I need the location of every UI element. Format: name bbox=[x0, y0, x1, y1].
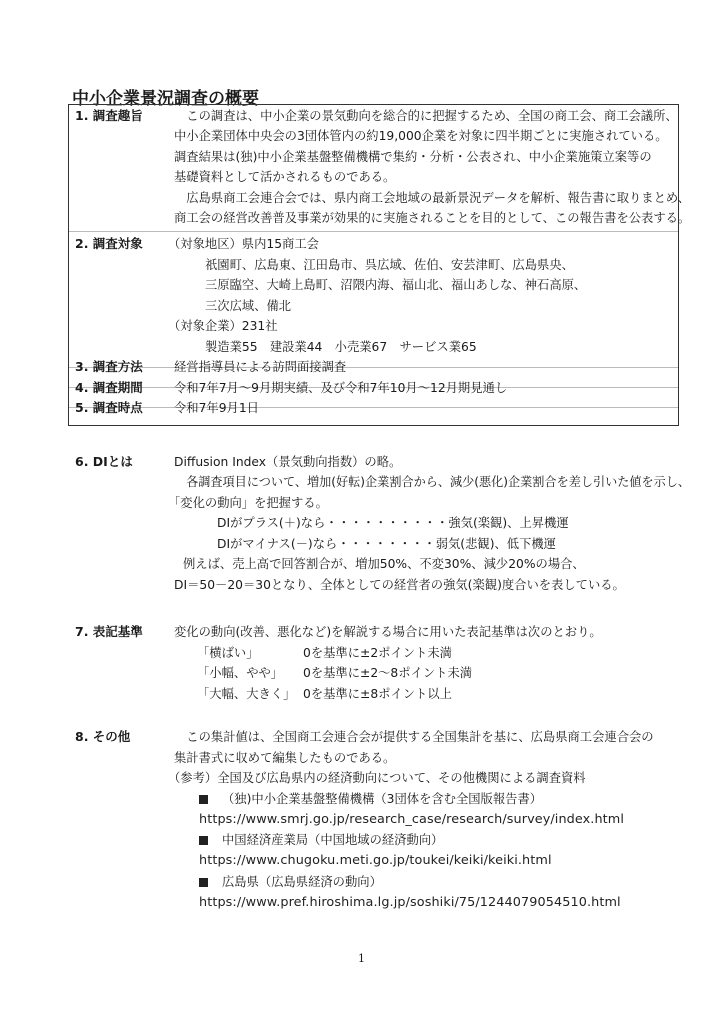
target-company-breakdown: 製造業55 建設業44 小売業67 サービス業65 bbox=[205, 340, 477, 354]
item-1-label: 1. 調査趣旨 bbox=[75, 108, 143, 123]
item-4-label: 4. 調査期間 bbox=[75, 380, 143, 395]
reference-name: （独)中小企業基盤整備機構（3団体を含む全国版報告書） bbox=[222, 792, 543, 806]
di-example-1: 例えば、売上高で回答割合が、増加50%、不変30%、減少20%の場合、 bbox=[183, 557, 585, 571]
item-3-label: 3. 調査方法 bbox=[75, 359, 143, 374]
notation-term: 「横ばい」 bbox=[197, 646, 259, 660]
page-number: 1 bbox=[358, 952, 365, 965]
target-area-line: 三次広域、備北 bbox=[205, 299, 292, 313]
item-1-line: 広島県商工会連合会では、県内商工会地域の最新景況データを解析、報告書に取りまとめ、 bbox=[174, 191, 690, 205]
reference-heading: （参考）全国及び広島県内の経済動向について、その他機関による調査資料 bbox=[168, 771, 586, 785]
notation-rule: 0を基準に±2～8ポイント未満 bbox=[303, 666, 473, 680]
notation-label: 7. 表記基準 bbox=[75, 624, 143, 639]
other-line: この集計値は、全国商工会連合会が提供する全国集計を基に、広島県商工会連合会の bbox=[174, 730, 654, 744]
item-4-text: 令和7年7月～9月期実績、及び令和7年10月～12月期見通し bbox=[174, 381, 508, 395]
di-example-2: DI＝50－20＝30となり、全体としての経営者の強気(楽観)度合いを表している。 bbox=[174, 578, 625, 592]
notation-intro: 変化の動向(改善、悪化など)を解説する場合に用いた表記基準は次のとおり。 bbox=[174, 625, 602, 639]
other-label: 8. その他 bbox=[75, 729, 131, 744]
target-area-line: 祇園町、広島東、江田島市、呉広域、佐伯、安芸津町、広島県央、 bbox=[205, 258, 574, 272]
item-1-line: 商工会の経営改善普及事業が効果的に実施されることを目的として、この報告書を公表する。 bbox=[174, 211, 691, 225]
item-5-label: 5. 調査時点 bbox=[75, 400, 143, 415]
di-line: 各調査項目について、増加(好転)企業割合から、減少(悪化)企業割合を差し引いた値を示し、 bbox=[174, 475, 691, 489]
target-area-line: 三原臨空、大崎上島町、沼隈内海、福山北、福山あしな、神石高原、 bbox=[205, 278, 587, 292]
row-divider bbox=[69, 231, 678, 232]
notation-term: 「小幅、やや」 bbox=[197, 666, 284, 680]
item-1-line: 調査結果は(独)中小企業基盤整備機構で集約・分析・公表され、中小企業施策立案等の bbox=[174, 150, 652, 164]
di-plus: DIがプラス(＋)なら・・・・・・・・・・強気(楽観)、上昇機運 bbox=[217, 516, 569, 530]
item-2-label: 2. 調査対象 bbox=[75, 236, 143, 251]
reference-item bbox=[199, 872, 382, 892]
di-line: 「変化の動向」を把握する。 bbox=[168, 496, 328, 510]
reference-url-link[interactable]: https://www.pref.hiroshima.lg.jp/soshiki/75/1244079054510.html bbox=[199, 895, 621, 910]
item-1-line: 中小企業団体中央会の3団体管内の約19,000企業を対象に四半期ごとに実施されている。 bbox=[174, 129, 668, 143]
square-bullet-icon bbox=[199, 795, 208, 804]
target-company-heading: （対象企業）231社 bbox=[168, 319, 278, 333]
reference-url-link[interactable]: https://www.smrj.go.jp/research_case/research/survey/index.html bbox=[199, 812, 625, 827]
other-line: 集計書式に収めて編集したものである。 bbox=[174, 751, 396, 765]
square-bullet-icon bbox=[199, 878, 208, 887]
di-minus: DIがマイナス(－)なら・・・・・・・・弱気(悲観)、低下機運 bbox=[217, 537, 556, 551]
reference-item bbox=[199, 789, 542, 809]
di-line: Diffusion Index（景気動向指数）の略。 bbox=[174, 455, 402, 469]
notation-term: 「大幅、大きく」 bbox=[197, 687, 296, 701]
target-area-heading: （対象地区）県内15商工会 bbox=[168, 237, 319, 251]
reference-url-link[interactable]: https://www.chugoku.meti.go.jp/toukei/keiki/keiki.html bbox=[199, 853, 552, 868]
item-3-text: 経営指導員による訪問面接調査 bbox=[174, 360, 347, 374]
item-1-line: 基礎資料として活かされるものである。 bbox=[174, 170, 396, 184]
notation-rule: 0を基準に±8ポイント以上 bbox=[303, 687, 452, 701]
square-bullet-icon bbox=[199, 836, 208, 845]
row-divider bbox=[69, 407, 678, 408]
page-title: 中小企業景況調査の概要 bbox=[72, 89, 259, 109]
reference-name: 中国経済産業局（中国地域の経済動向） bbox=[222, 833, 444, 847]
item-5-text: 令和7年9月1日 bbox=[174, 401, 259, 415]
reference-name: 広島県（広島県経済の動向） bbox=[222, 875, 382, 889]
item-1-line: この調査は、中小企業の景気動向を総合的に把握するため、全国の商工会、商工会議所、 bbox=[174, 109, 678, 123]
di-label: 6. DIとは bbox=[75, 454, 133, 469]
row-divider bbox=[69, 367, 678, 368]
reference-item bbox=[199, 830, 443, 850]
notation-rule: 0を基準に±2ポイント未満 bbox=[303, 646, 452, 660]
